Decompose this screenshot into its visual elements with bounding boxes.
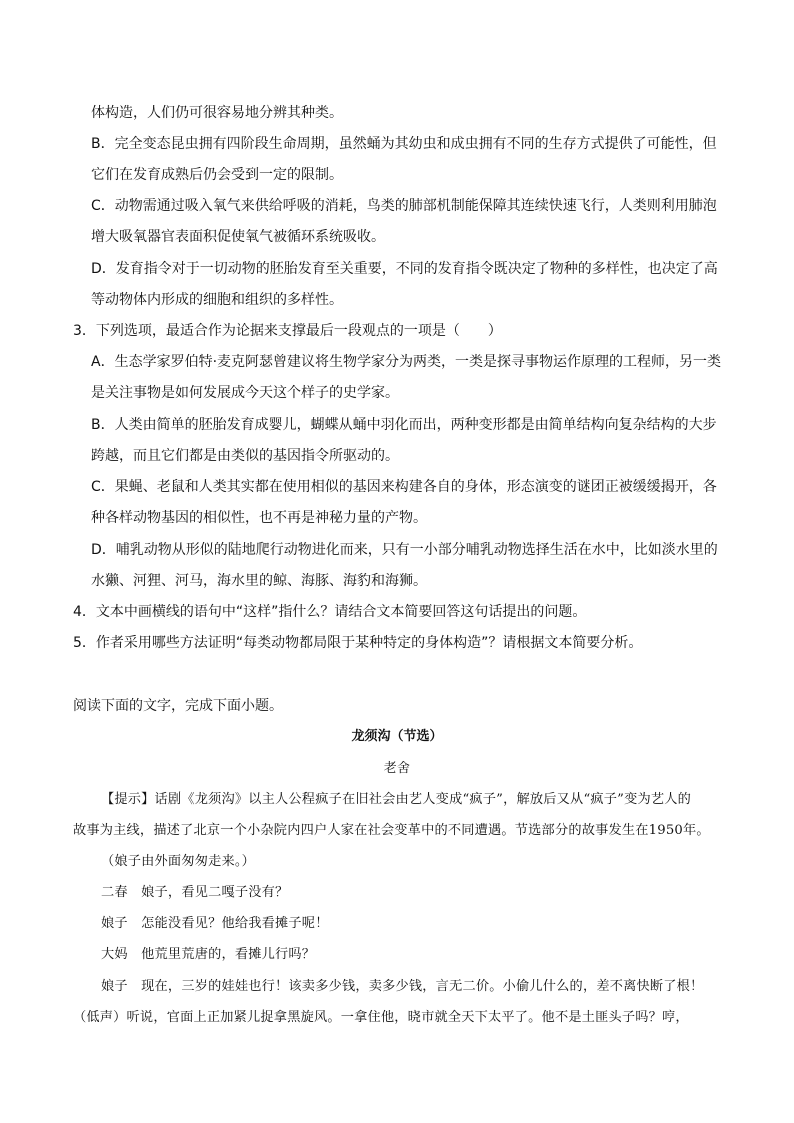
q3-option-a-line1: A．生态学家罗伯特·麦克阿瑟曾建议将生物学家分为两类，一类是探寻事物运作原理的工程师，另一类	[91, 354, 722, 370]
q2-option-c-line2: 增大吸氧器官表面积促使氧气被循环系统吸收。	[91, 229, 385, 245]
q2-option-b-line1: B．完全变态昆虫拥有四阶段生命周期，虽然蛹为其幼虫和成虫拥有不同的生存方式提供了可能性，但	[91, 136, 717, 152]
q3-option-d-line1: D．哺乳动物从形似的陆地爬行动物进化而来，只有一小部分哺乳动物选择生活在水中，比如淡水里的	[91, 542, 718, 558]
q2-option-a-tail: 体构造，人们仍可很容易地分辨其种类。	[91, 105, 343, 121]
dialogue-line-niangzi-2-part2: （低声）听说，官面上正加紧儿捉拿黑旋风。一拿住他，晓市就全天下太平了。他不是土匪头子吗？哼，	[73, 1010, 689, 1025]
dialogue-line-dama: 大妈 他荒里荒唐的，看摊儿行吗？	[101, 947, 316, 962]
q3-option-d-line2: 水獭、河狸、河马，海水里的鲸、海豚、海豹和海狮。	[91, 573, 427, 589]
dialogue-line-niangzi-1: 娘子 怎能没看见？他给我看摊子呢！	[101, 916, 329, 931]
q4-question: 4．文本中画横线的语句中“这样”指什么？请结合文本简要回答这句话提出的问题。	[73, 604, 587, 620]
q5-question: 5．作者采用哪些方法证明“每类动物都局限于某种特定的身体构造”？请根据文本简要分析。	[73, 635, 643, 651]
q3-option-b-line1: B．人类由简单的胚胎发育成婴儿，蝴蝶从蛹中羽化而出，两种变形都是由简单结构向复杂结构的大步	[91, 417, 717, 433]
dialogue-line-erchun: 二春 娘子，看见二嘎子没有？	[101, 885, 289, 900]
passage-title: 龙须沟（节选）	[351, 729, 443, 744]
q2-option-d-line1: D．发育指令对于一切动物的胚胎发育至关重要，不同的发育指令既决定了物种的多样性，也决定了高	[91, 261, 718, 277]
q3-option-c-line2: 种各样动物基因的相似性，也不再是神秘力量的产物。	[91, 510, 427, 526]
q2-option-c-line1: C．动物需通过吸入氧气来供给呼吸的消耗，鸟类的肺部机制能保障其连续快速飞行，人类则利用肺泡	[91, 198, 717, 214]
passage-hint-line1: 【提示】话剧《龙须沟》以主人公程疯子在旧社会由艺人变成“疯子”，解放后又从“疯子”变为艺人的	[101, 792, 692, 807]
reading-instruction: 阅读下面的文字，完成下面小题。	[73, 698, 283, 714]
stage-direction: （娘子由外面匆匆走来。）	[101, 854, 256, 869]
q2-option-b-line2: 它们在发育成熟后仍会受到一定的限制。	[91, 167, 343, 183]
q3-stem: 3．下列选项，最适合作为论据来支撑最后一段观点的一项是（ ）	[73, 323, 502, 339]
q3-option-a-line2: 是关注事物是如何发展成今天这个样子的史学家。	[91, 385, 399, 401]
q3-option-c-line1: C．果蝇、老鼠和人类其实都在使用相似的基因来构建各自的身体，形态演变的谜团正被缓缓揭开，各	[91, 479, 717, 495]
q3-option-b-line2: 跨越，而且它们都是由类似的基因指令所驱动的。	[91, 448, 399, 464]
q2-option-d-line2: 等动物体内形成的细胞和组织的多样性。	[91, 292, 343, 308]
passage-hint-line2: 故事为主线，描述了北京一个小杂院内四户人家在社会变革中的不同遭遇。节选部分的故事发生在1950年。	[73, 823, 710, 838]
dialogue-line-niangzi-2-part1: 娘子 现在，三岁的娃娃也行！该卖多少钱，卖多少钱，言无二价。小偷儿什么的，差不离快断了根！	[101, 979, 704, 994]
passage-author: 老舍	[383, 761, 411, 776]
